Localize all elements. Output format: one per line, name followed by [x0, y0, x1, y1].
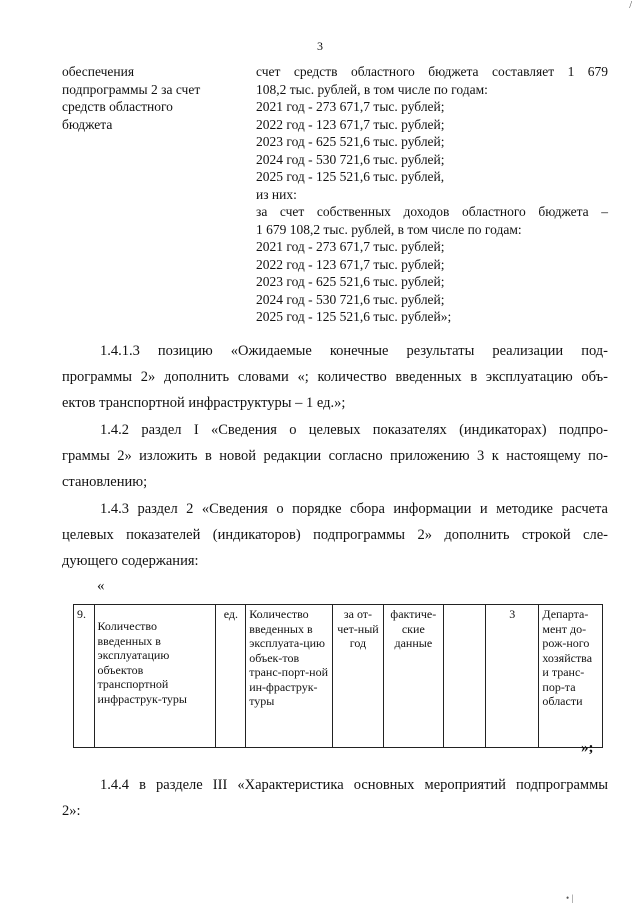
funding-line: 2024 год - 530 721,6 тыс. рублей;	[256, 151, 445, 167]
cell-indicator-name: Количество введенных в эксплуатацию объектов транспортной инфраструк-туры	[94, 605, 216, 748]
funding-line: 2024 год - 530 721,6 тыс. рублей;	[256, 291, 445, 307]
table-row	[74, 605, 603, 748]
paragraph-line: граммы 2» изложить в новой редакции согласно приложению 3 к настоящему по-	[62, 448, 608, 464]
bottom-mark: • |	[566, 893, 574, 903]
paragraph-line: дующего содержания:	[62, 553, 199, 569]
cell-value: 3	[486, 605, 539, 748]
paragraph-line: 1.4.3 раздел 2 «Сведения о порядке сбора информации и методике расчета	[100, 501, 608, 517]
paragraph-line: ектов транспортной инфраструктуры – 1 ед.»;	[62, 395, 346, 411]
paragraph-1-4-2	[62, 417, 608, 495]
quote-open: «	[97, 578, 105, 594]
cell-period: за от-чет-ный год	[333, 605, 383, 748]
corner-mark: /	[629, 0, 632, 11]
paragraph-line: 1.4.1.3 позицию «Ожидаемые конечные результаты реализации под-	[100, 343, 608, 359]
funding-line: 2025 год - 125 521,6 тыс. рублей,	[256, 169, 445, 184]
funding-line: из них:	[256, 186, 297, 202]
funding-line: 108,2 тыс. рублей, в том числе по годам:	[256, 81, 488, 97]
cell-data-source: фактиче-ские данные	[383, 605, 443, 748]
paragraph-1-4-3	[62, 496, 608, 574]
cell-unit: ед.	[216, 605, 246, 748]
cell-responsible: Департа-мент до-рож-ного хозяйства и транс-пор-та области	[539, 605, 603, 748]
funding-label-line: обеспечения	[62, 64, 135, 79]
cell-empty	[444, 605, 486, 748]
funding-line: 2021 год - 273 671,7 тыс. рублей;	[256, 239, 445, 254]
paragraph-line: программы 2» дополнить словами «; количество введенных в эксплуатацию объ-	[62, 369, 608, 385]
paragraph-line: 2»:	[62, 803, 81, 819]
funding-line: 2023 год - 625 521,6 тыс. рублей;	[256, 134, 445, 149]
paragraph-line: 1.4.4 в разделе III «Характеристика основных мероприятий подпрограммы	[100, 777, 608, 793]
cell-definition: Количество введенных в эксплуата-цию объек-тов транс-порт-ной ин-фраструк-туры	[246, 605, 333, 748]
paragraph-line: становлению;	[62, 474, 148, 490]
funding-label-line: средств областного	[62, 99, 173, 114]
funding-label	[62, 63, 232, 133]
funding-line: 2022 год - 123 671,7 тыс. рублей;	[256, 116, 445, 132]
funding-line: 1 679 108,2 тыс. рублей, в том числе по годам:	[256, 221, 522, 237]
funding-line: счет средств областного бюджета составляет 1 679	[256, 64, 608, 79]
funding-line: 2022 год - 123 671,7 тыс. рублей;	[256, 256, 445, 272]
paragraph-line: целевых показателей (индикаторов) подпрограммы 2» дополнить строкой сле-	[62, 527, 608, 543]
paragraph-1-4-1-3	[62, 338, 608, 416]
indicator-table	[73, 604, 603, 748]
funding-details	[256, 63, 608, 326]
funding-label-line: бюджета	[62, 116, 113, 132]
paragraph-line: 1.4.2 раздел I «Сведения о целевых показателях (индикаторах) подпро-	[100, 422, 608, 438]
funding-line: за счет собственных доходов областного бюджета –	[256, 204, 608, 219]
page-number: 3	[317, 39, 323, 53]
funding-line: 2021 год - 273 671,7 тыс. рублей;	[256, 99, 445, 114]
funding-label-line: подпрограммы 2 за счет	[62, 81, 201, 97]
funding-line: 2025 год - 125 521,6 тыс. рублей»;	[256, 309, 452, 324]
funding-line: 2023 год - 625 521,6 тыс. рублей;	[256, 274, 445, 289]
cell-number: 9.	[74, 605, 95, 748]
quote-close: »;	[581, 740, 594, 756]
paragraph-1-4-4	[62, 772, 608, 824]
